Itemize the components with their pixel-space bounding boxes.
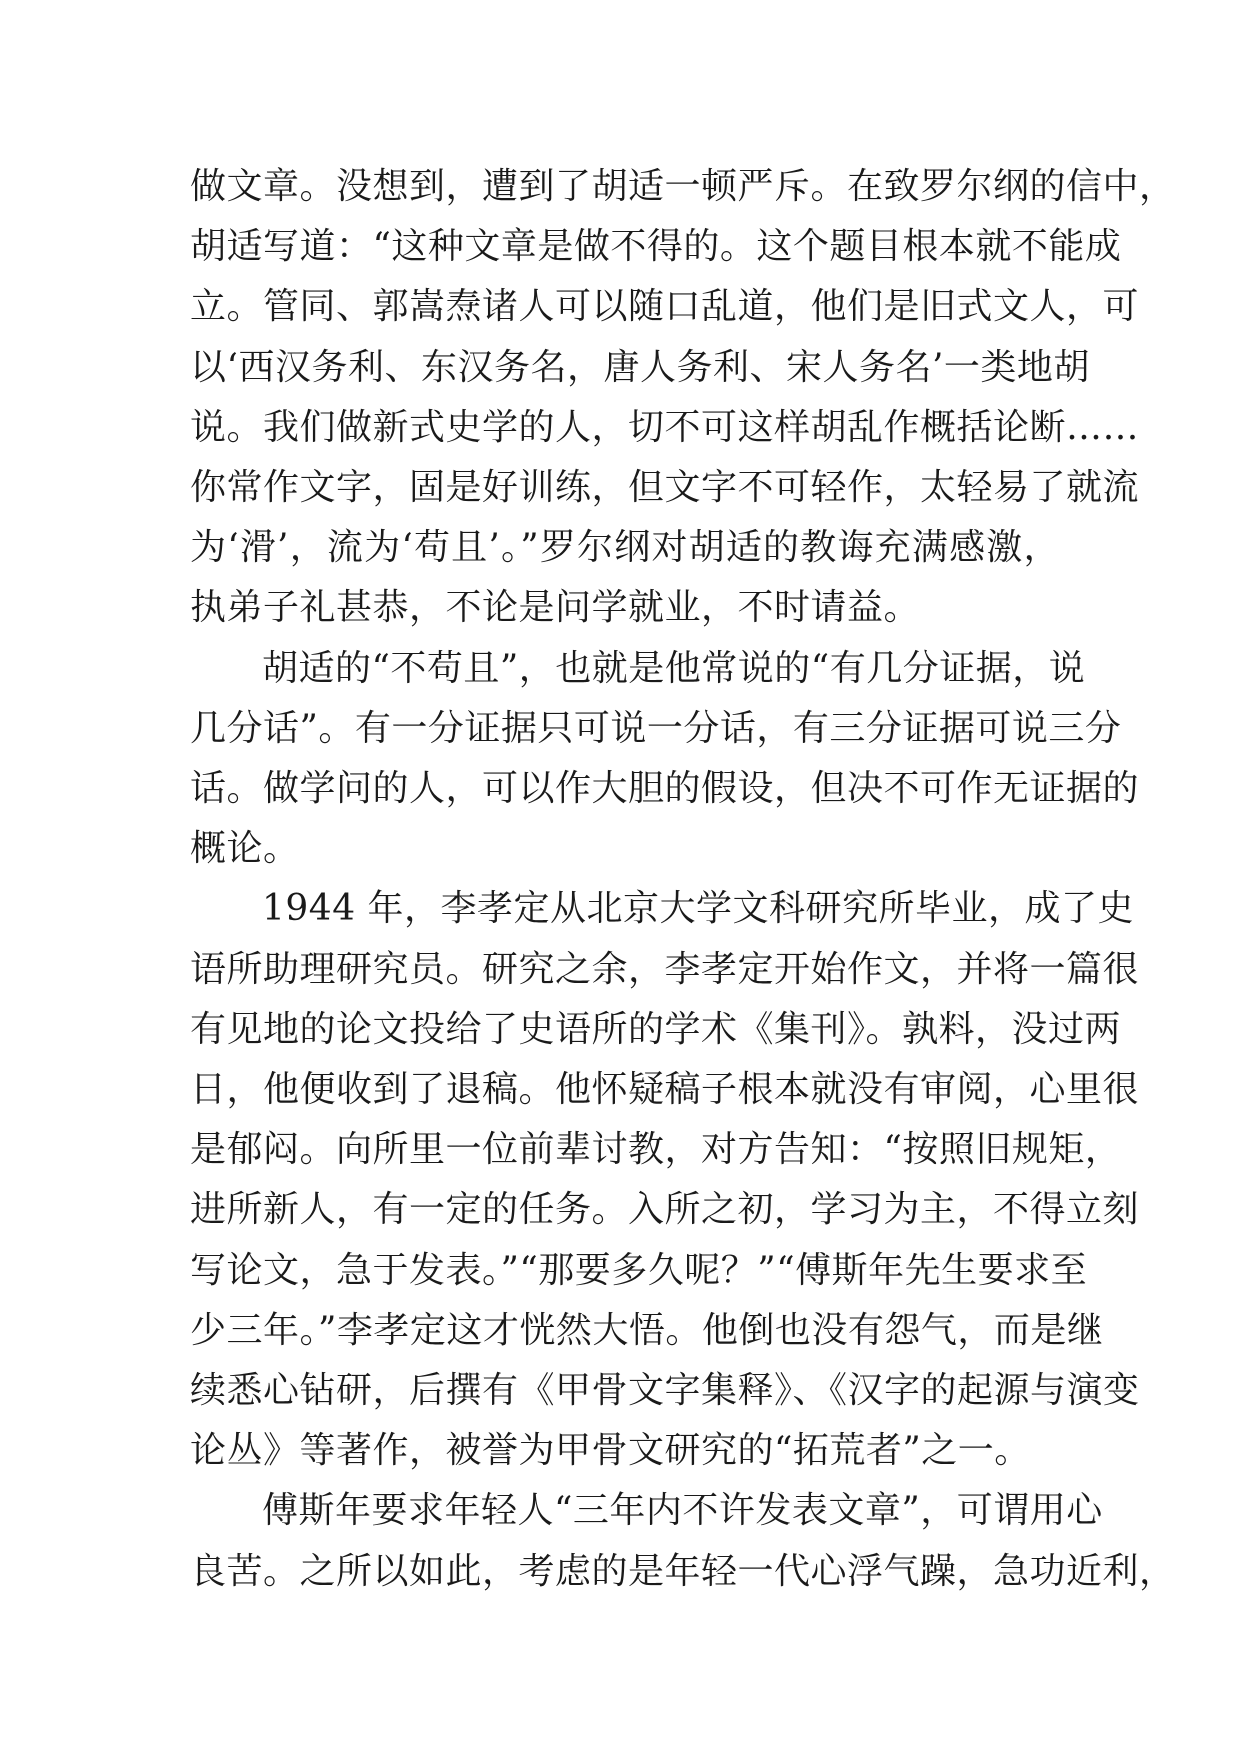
text-line: 1944 年，李孝定从北京大学文科研究所毕业，成了史: [262, 888, 1135, 930]
text-line: 有见地的论文投给了史语所的学术《集刊》。孰料，没过两: [190, 1008, 1122, 1050]
paragraph-4: [190, 1481, 1176, 1601]
paragraph-2: [190, 639, 1140, 880]
text-line: 少三年。”李孝定这才恍然大悟。他倒也没有怨气，而是继: [190, 1309, 1104, 1351]
text-line: 执弟子礼甚恭，不论是问学就业，不时请益。: [190, 587, 921, 629]
text-line: 日，他便收到了退稿。他怀疑稿子根本就没有审阅，心里很: [190, 1069, 1140, 1111]
text-line: 语所助理研究员。研究之余，李孝定开始作文，并将一篇很: [190, 948, 1140, 990]
text-line: 以‘西汉务利、东汉务名，唐人务利、宋人务名’一类地胡: [190, 346, 1090, 388]
paragraph-1: [190, 157, 1176, 639]
text-line: 为‘滑’，流为‘苟且’。”罗尔纲对胡适的教诲充满感激，: [190, 527, 1060, 569]
text-line: 概论。: [190, 828, 300, 870]
text-line: 立。管同、郭嵩焘诸人可以随口乱道，他们是旧式文人，可: [190, 286, 1140, 328]
paragraph-3: [190, 879, 1140, 1481]
text-line: 傅斯年要求年轻人“三年内不许发表文章”，可谓用心: [262, 1490, 1103, 1532]
text-line: 是郁闷。向所里一位前辈讨教，对方告知：“按照旧规矩，: [190, 1129, 1122, 1171]
text-line: 胡适的“不苟且”，也就是他常说的“有几分证据，说: [262, 647, 1086, 689]
text-line: 写论文，急于发表。”“那要多久呢？”“傅斯年先生要求至: [190, 1249, 1088, 1291]
text-line: 说。我们做新式史学的人，切不可这样胡乱作概括论断……: [190, 406, 1140, 448]
text-line: 胡适写道：“这种文章是做不得的。这个题目根本就不能成: [190, 226, 1122, 268]
body-text: [190, 157, 1176, 1602]
text-line: 几分话”。有一分证据只可说一分话，有三分证据可说三分: [190, 707, 1122, 749]
text-line: 进所新人，有一定的任务。入所之初，学习为主，不得立刻: [190, 1189, 1140, 1231]
text-line: 做文章。没想到，遭到了胡适一顿严斥。在致罗尔纲的信中，: [190, 166, 1176, 207]
text-line: 论丛》等著作，被誉为甲骨文研究的“拓荒者”之一。: [190, 1430, 1031, 1472]
text-line: 你常作文字，固是好训练，但文字不可轻作，太轻易了就流: [190, 467, 1140, 509]
text-line: 话。做学问的人，可以作大胆的假设，但决不可作无证据的: [190, 768, 1140, 810]
text-line: 续悉心钻研，后撰有《甲骨文字集释》、《汉字的起源与演变: [190, 1370, 1140, 1412]
text-line: 良苦。之所以如此，考虑的是年轻一代心浮气躁，急功近利，: [190, 1550, 1176, 1592]
